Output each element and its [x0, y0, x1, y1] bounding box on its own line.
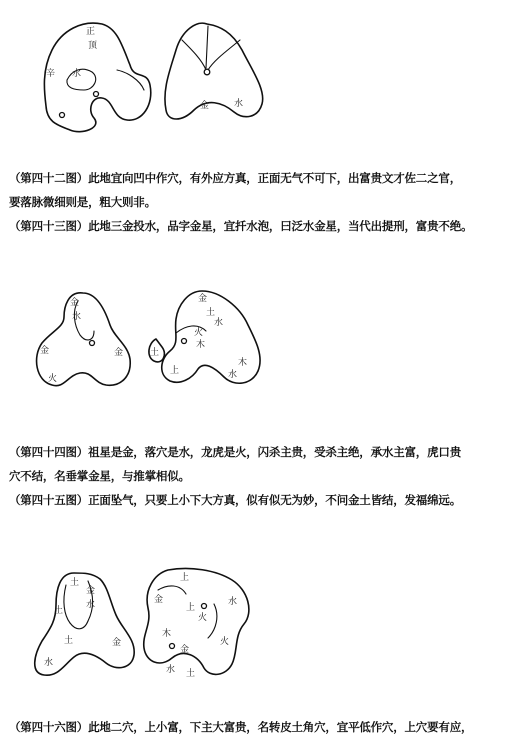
figure-46-sketch: [24, 565, 139, 680]
caption-line: （第四十二图）此地宜向凹中作穴，有外应方真，正面无气不可下，出富贵文才佐二之官，: [9, 171, 461, 185]
sketch-label: 土: [206, 308, 216, 318]
sketch-label: 水: [44, 658, 54, 668]
caption-line: 穴不结，名垂掌金星，与推掌相似。: [9, 469, 190, 483]
sketch-label: 上: [180, 573, 190, 583]
sketch-label: 上: [170, 366, 180, 376]
sketch-label: 水: [228, 597, 238, 607]
sketch-label: 水: [228, 370, 238, 380]
caption-line: （第四十四图）祖星是金，落穴是水，龙虎是火，闪杀主贵，受杀主绝，承水主富，虎口贵: [9, 445, 461, 459]
caption-line: （第四十六图）此地二穴，上小富，下主大富贵，名转皮土角穴，宜平低作穴，上穴要有应，: [9, 720, 473, 734]
sketch-label: 金: [198, 294, 208, 304]
caption-line: （第四十五图）正面坠气，只要上小下大方真，似有似无为妙，不问金土皆结，发福绵远。: [9, 493, 461, 507]
figure-43-sketch: [152, 10, 272, 135]
sketch-label: 土: [64, 636, 74, 646]
figure-44-sketch: [28, 285, 143, 395]
caption-figure-44: [9, 440, 521, 512]
sketch-label: 木: [238, 358, 248, 368]
sketch-label: 金: [180, 645, 190, 655]
sketch-label: 木: [196, 340, 206, 350]
sketch-label: 金: [200, 101, 210, 111]
sketch-label: 火: [194, 328, 204, 338]
sketch-label: 土: [70, 578, 80, 588]
caption-figure-46: [9, 715, 521, 739]
sketch-label: 金: [112, 638, 122, 648]
figure-45-sketch: [140, 285, 270, 395]
sketch-label: 金: [86, 586, 96, 596]
sketch-label: 水: [234, 99, 244, 109]
sketch-label: 水: [166, 665, 176, 675]
sketch-label: 金: [154, 595, 164, 605]
caption-figure-42: [9, 166, 521, 238]
caption-line: （第四十三图）此地三金投水，品字金星，宜扦水泡，曰泛水金星，当代出提刑，富贵不绝。: [9, 219, 473, 233]
sketch-label: 土: [54, 606, 64, 616]
sketch-label: 水: [72, 69, 82, 79]
sketch-label: 正: [86, 27, 96, 37]
sketch-label: 金: [114, 348, 124, 358]
sketch-label: 火: [48, 374, 58, 384]
sketch-label: 金: [70, 298, 80, 308]
sketch-label: 辛: [46, 69, 56, 79]
sketch-label: 水: [72, 312, 82, 322]
figure-47-sketch: [128, 560, 268, 685]
sketch-label: 顶: [88, 41, 98, 51]
sketch-label: 金: [40, 346, 50, 356]
sketch-label: 水: [214, 318, 224, 328]
sketch-label: 土: [150, 348, 160, 358]
caption-line: 要落脉微细则是，粗大则非。: [9, 195, 156, 209]
sketch-label: 土: [186, 669, 196, 679]
sketch-label: 木: [162, 629, 172, 639]
sketch-label: 上: [186, 603, 196, 613]
sketch-label: 火: [220, 637, 230, 647]
sketch-label: 火: [198, 613, 208, 623]
sketch-label: 水: [86, 600, 96, 610]
